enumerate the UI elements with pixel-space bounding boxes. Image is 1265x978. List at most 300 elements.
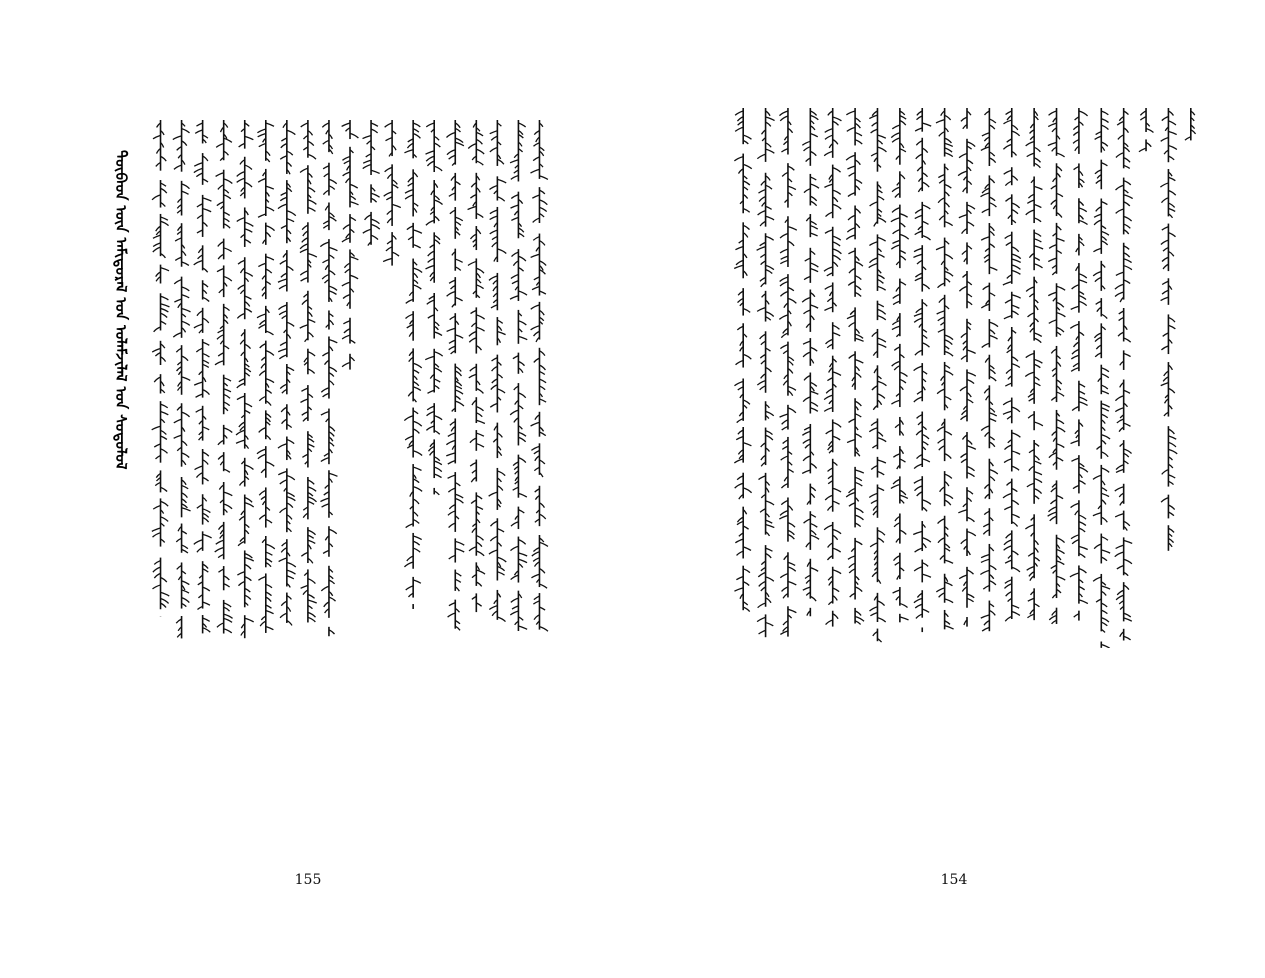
letter-stroke: [344, 329, 350, 333]
letter-stroke: [203, 342, 210, 345]
letter-stroke: [1101, 408, 1109, 411]
letter-stroke: [760, 242, 766, 245]
letter-stroke: [428, 315, 434, 318]
letter-stroke: [855, 179, 862, 183]
letter-stroke: [308, 187, 315, 192]
letter-stroke: [203, 427, 210, 430]
letter-stroke: [855, 508, 863, 513]
letter-stroke: [1161, 383, 1169, 386]
letter-stroke: [760, 386, 766, 390]
letter-stroke: [855, 523, 861, 527]
text-column: [958, 108, 976, 627]
letter-stroke: [803, 341, 810, 344]
letter-stroke: [1168, 121, 1176, 125]
letter-stroke: [518, 228, 523, 232]
letter-stroke: [1079, 296, 1086, 300]
letter-stroke: [218, 185, 224, 190]
letter-stroke: [413, 387, 421, 391]
letter-stroke: [308, 253, 317, 257]
letter-stroke: [915, 273, 922, 277]
letter-stroke: [266, 626, 274, 629]
letter-stroke: [937, 427, 944, 432]
letter-stroke: [539, 200, 547, 205]
letter-stroke: [287, 576, 294, 579]
letter-stroke: [434, 430, 440, 434]
letter-stroke: [281, 273, 287, 277]
letter-stroke: [427, 411, 435, 415]
letter-stroke: [1026, 210, 1034, 215]
letter-stroke: [1168, 436, 1176, 439]
letter-stroke: [512, 252, 519, 256]
letter-stroke: [203, 297, 210, 301]
letter-stroke: [759, 197, 765, 202]
letter-stroke: [967, 594, 974, 598]
letter-stroke: [877, 286, 885, 290]
letter-stroke: [945, 582, 953, 586]
letter-stroke: [915, 350, 922, 355]
letter-stroke: [833, 529, 841, 533]
letter-stroke: [1030, 576, 1034, 581]
letter-stroke: [1139, 148, 1146, 152]
letter-stroke: [758, 603, 766, 608]
letter-stroke: [154, 573, 160, 578]
letter-stroke: [855, 617, 864, 622]
letter-stroke: [1168, 528, 1174, 532]
letter-stroke: [218, 554, 224, 557]
letter-stroke: [743, 209, 749, 213]
letter-stroke: [922, 435, 929, 439]
letter-stroke: [1025, 372, 1034, 376]
letter-stroke: [1079, 402, 1088, 406]
letter-stroke: [518, 123, 525, 127]
letter-stroke: [224, 618, 232, 622]
letter-stroke: [848, 193, 855, 197]
letter-stroke: [900, 282, 906, 286]
letter-stroke: [989, 369, 995, 374]
letter-stroke: [510, 410, 518, 415]
letter-stroke: [280, 342, 287, 346]
letter-stroke: [900, 379, 906, 383]
letter-stroke: [893, 454, 900, 457]
letter-stroke: [321, 458, 329, 462]
page-number: 154: [940, 872, 968, 888]
letter-stroke: [872, 386, 878, 390]
letter-stroke: [945, 560, 953, 563]
letter-stroke: [287, 476, 295, 480]
letter-stroke: [434, 379, 440, 382]
letter-stroke: [405, 190, 413, 194]
letter-stroke: [182, 590, 189, 593]
letter-stroke: [239, 379, 245, 382]
letter-stroke: [497, 179, 506, 183]
letter-stroke: [196, 409, 203, 412]
letter-stroke: [491, 385, 498, 390]
letter-stroke: [476, 551, 484, 556]
letter-stroke: [803, 310, 810, 314]
letter-stroke: [1116, 545, 1124, 548]
letter-stroke: [404, 416, 413, 421]
letter-stroke: [476, 420, 485, 423]
letter-stroke: [266, 558, 272, 562]
letter-stroke: [1034, 338, 1041, 343]
letter-stroke: [511, 205, 519, 208]
letter-stroke: [833, 372, 841, 376]
text-column: [1025, 108, 1043, 620]
letter-stroke: [363, 165, 371, 169]
letter-stroke: [855, 477, 862, 481]
letter-stroke: [1079, 208, 1087, 212]
letter-stroke: [470, 463, 476, 467]
letter-stroke: [469, 331, 476, 336]
letter-stroke: [967, 222, 974, 226]
letter-stroke: [967, 205, 975, 209]
letter-stroke: [1115, 487, 1124, 491]
letter-stroke: [849, 563, 855, 567]
letter-stroke: [1140, 117, 1146, 120]
letter-stroke: [281, 407, 287, 412]
letter-stroke: [877, 538, 883, 543]
letter-stroke: [329, 473, 338, 476]
letter-stroke: [476, 506, 483, 509]
letter-stroke: [258, 324, 265, 328]
letter-stroke: [258, 454, 266, 459]
letter-stroke: [961, 333, 967, 337]
letter-stroke: [279, 311, 287, 315]
letter-stroke: [827, 273, 833, 276]
letter-stroke: [1168, 131, 1176, 134]
letter-stroke: [855, 482, 862, 486]
letter-stroke: [1094, 214, 1101, 217]
letter-stroke: [788, 523, 795, 528]
letter-stroke: [782, 446, 788, 449]
letter-stroke: [757, 247, 766, 251]
letter-stroke: [989, 418, 996, 421]
letter-stroke: [329, 630, 335, 634]
letter-stroke: [1070, 324, 1079, 328]
letter-stroke: [1050, 516, 1057, 521]
letter-stroke: [1006, 242, 1012, 245]
letter-stroke: [518, 437, 525, 442]
letter-stroke: [413, 541, 420, 545]
letter-stroke: [825, 495, 833, 500]
left-page: [0, 0, 632, 978]
letter-stroke: [329, 291, 337, 295]
letter-stroke: [153, 247, 161, 252]
page-number: 155: [294, 872, 322, 888]
text-column: [404, 120, 422, 609]
letter-stroke: [936, 247, 945, 250]
letter-stroke: [736, 576, 743, 579]
letter-stroke: [413, 370, 419, 374]
letter-stroke: [266, 351, 274, 356]
letter-stroke: [1012, 131, 1020, 136]
letter-stroke: [945, 431, 952, 435]
letter-stroke: [900, 250, 906, 253]
letter-stroke: [413, 487, 422, 492]
letter-stroke: [900, 223, 905, 227]
letter-stroke: [960, 387, 967, 391]
text-column: [869, 108, 887, 642]
letter-stroke: [449, 280, 455, 283]
letter-stroke: [1096, 207, 1102, 212]
letter-stroke: [518, 321, 526, 325]
letter-stroke: [497, 486, 502, 491]
letter-stroke: [518, 291, 527, 295]
letter-stroke: [350, 257, 358, 260]
letter-stroke: [182, 508, 191, 511]
letter-stroke: [510, 296, 518, 299]
letter-stroke: [874, 222, 878, 227]
letter-stroke: [446, 453, 455, 456]
letter-stroke: [384, 192, 392, 196]
letter-stroke: [757, 308, 765, 312]
letter-stroke: [266, 584, 272, 588]
letter-stroke: [1115, 408, 1123, 412]
letter-stroke: [497, 389, 505, 393]
letter-stroke: [849, 503, 855, 506]
text-column: [734, 108, 752, 612]
text-column: [278, 120, 296, 625]
letter-stroke: [476, 388, 483, 393]
letter-stroke: [945, 351, 953, 356]
letter-stroke: [869, 115, 877, 119]
letter-stroke: [322, 260, 328, 263]
letter-stroke: [320, 242, 329, 246]
letter-stroke: [476, 407, 483, 411]
letter-stroke: [989, 377, 996, 381]
letter-stroke: [489, 185, 497, 189]
letter-stroke: [1101, 119, 1108, 123]
letter-stroke: [434, 235, 440, 239]
letter-stroke: [989, 158, 995, 163]
text-column: [1160, 108, 1177, 551]
letter-stroke: [766, 265, 774, 269]
letter-stroke: [1124, 618, 1132, 621]
letter-stroke: [1012, 265, 1021, 270]
letter-stroke: [1124, 202, 1130, 206]
text-column: [530, 120, 547, 631]
running-head: ᠲᠦᠪᠡᠳ ᠦᠨ ᠠᠮᠢᠳᠤᠷᠠᠯ ᠤᠨ ᠤᠯᠠᠮᠵᠢᠯᠠᠯ ᠤᠨ ᠰᠤᠳᠤᠯᠤᠯ: [112, 150, 130, 470]
letter-stroke: [922, 459, 930, 462]
letter-stroke: [281, 143, 287, 147]
letter-stroke: [1012, 176, 1018, 181]
letter-stroke: [989, 203, 996, 207]
letter-stroke: [877, 601, 884, 606]
letter-stroke: [476, 495, 482, 499]
letter-stroke: [218, 455, 224, 459]
letter-stroke: [1072, 285, 1079, 289]
letter-stroke: [476, 161, 483, 165]
letter-stroke: [1117, 590, 1123, 595]
letter-stroke: [915, 278, 922, 281]
letter-stroke: [1012, 514, 1020, 517]
letter-stroke: [1117, 419, 1124, 423]
letter-stroke: [259, 396, 265, 400]
letter-stroke: [1028, 553, 1034, 557]
letter-stroke: [258, 178, 266, 182]
letter-stroke: [455, 579, 461, 582]
letter-stroke: [826, 389, 833, 394]
letter-stroke: [308, 501, 314, 504]
letter-stroke: [780, 292, 787, 297]
letter-stroke: [532, 195, 539, 198]
letter-stroke: [492, 366, 498, 371]
letter-stroke: [788, 298, 796, 303]
letter-stroke: [914, 479, 922, 483]
letter-stroke: [1124, 259, 1132, 263]
letter-stroke: [936, 588, 944, 592]
letter-stroke: [510, 160, 518, 163]
text-column: [802, 108, 819, 616]
letter-stroke: [425, 356, 434, 359]
letter-stroke: [429, 296, 434, 299]
letter-stroke: [743, 526, 748, 529]
letter-stroke: [810, 305, 818, 308]
letter-stroke: [365, 215, 372, 220]
letter-stroke: [833, 614, 838, 619]
letter-stroke: [900, 214, 908, 218]
letter-stroke: [513, 462, 518, 466]
letter-stroke: [329, 580, 335, 584]
letter-stroke: [1012, 247, 1019, 252]
text-column: [936, 108, 954, 629]
letter-stroke: [434, 457, 440, 461]
letter-stroke: [1057, 392, 1065, 396]
letter-stroke: [945, 143, 953, 146]
letter-stroke: [833, 422, 841, 427]
letter-stroke: [426, 220, 434, 225]
letter-stroke: [743, 225, 749, 229]
letter-stroke: [1034, 479, 1042, 483]
letter-stroke: [945, 626, 954, 629]
letter-stroke: [434, 332, 442, 336]
letter-stroke: [1101, 468, 1109, 472]
letter-stroke: [936, 120, 945, 123]
letter-stroke: [342, 362, 350, 366]
letter-stroke: [476, 536, 483, 541]
letter-stroke: [448, 460, 455, 464]
letter-stroke: [826, 430, 833, 434]
letter-stroke: [1101, 452, 1108, 457]
letter-stroke: [534, 615, 539, 620]
letter-stroke: [743, 488, 751, 493]
letter-stroke: [428, 251, 434, 256]
letter-stroke: [945, 115, 951, 120]
letter-stroke: [892, 208, 900, 213]
letter-stroke: [1079, 384, 1085, 387]
letter-stroke: [153, 506, 160, 510]
letter-stroke: [1168, 156, 1174, 160]
letter-stroke: [892, 326, 900, 329]
letter-stroke: [203, 360, 209, 363]
letter-stroke: [531, 254, 540, 257]
letter-stroke: [1101, 645, 1109, 648]
letter-stroke: [308, 319, 315, 322]
text-column: [1185, 108, 1196, 140]
letter-stroke: [810, 196, 816, 201]
letter-stroke: [1025, 525, 1034, 529]
letter-stroke: [1057, 427, 1066, 432]
letter-stroke: [182, 184, 190, 189]
letter-stroke: [426, 156, 434, 161]
letter-stroke: [1004, 459, 1012, 463]
letter-stroke: [1034, 472, 1042, 475]
letter-stroke: [224, 492, 233, 496]
letter-stroke: [917, 111, 922, 115]
letter-stroke: [1101, 391, 1108, 394]
letter-stroke: [855, 611, 861, 616]
text-column: [173, 120, 191, 638]
letter-stroke: [385, 123, 392, 127]
letter-stroke: [539, 176, 547, 180]
letter-stroke: [780, 277, 788, 281]
letter-stroke: [302, 238, 308, 243]
letter-stroke: [922, 182, 929, 187]
letter-stroke: [203, 587, 210, 591]
letter-stroke: [320, 498, 328, 501]
letter-stroke: [855, 541, 862, 545]
letter-stroke: [802, 141, 810, 145]
letter-stroke: [427, 161, 434, 166]
letter-stroke: [1162, 117, 1169, 121]
letter-stroke: [278, 349, 287, 352]
text-column: [383, 120, 401, 266]
letter-stroke: [961, 453, 967, 457]
letter-stroke: [511, 195, 518, 199]
letter-stroke: [260, 621, 266, 626]
letter-stroke: [203, 602, 210, 605]
letter-stroke: [877, 394, 884, 399]
letter-stroke: [266, 226, 275, 231]
letter-stroke: [945, 335, 953, 340]
letter-stroke: [329, 426, 335, 431]
letter-stroke: [470, 194, 476, 198]
letter-stroke: [804, 376, 810, 381]
letter-stroke: [427, 406, 434, 410]
letter-stroke: [917, 415, 923, 419]
letter-stroke: [448, 475, 456, 478]
letter-stroke: [413, 429, 419, 434]
letter-stroke: [824, 267, 833, 271]
letter-stroke: [245, 558, 254, 561]
letter-stroke: [766, 554, 772, 558]
letter-stroke: [1027, 200, 1034, 203]
letter-stroke: [788, 581, 796, 585]
letter-stroke: [350, 133, 358, 138]
letter-stroke: [1034, 218, 1041, 222]
letter-stroke: [531, 305, 540, 309]
letter-stroke: [404, 562, 413, 567]
letter-stroke: [827, 344, 833, 348]
letter-stroke: [937, 389, 944, 394]
letter-stroke: [983, 585, 989, 589]
letter-stroke: [1012, 451, 1020, 454]
letter-stroke: [945, 474, 952, 478]
letter-stroke: [245, 165, 252, 169]
letter-stroke: [492, 379, 498, 383]
letter-stroke: [259, 515, 266, 520]
letter-stroke: [321, 412, 329, 416]
letter-stroke: [1115, 292, 1124, 296]
letter-stroke: [781, 500, 788, 504]
letter-stroke: [518, 393, 525, 398]
letter-stroke: [224, 576, 230, 580]
letter-stroke: [914, 397, 922, 402]
letter-stroke: [803, 439, 811, 443]
letter-stroke: [1079, 553, 1085, 557]
letter-stroke: [287, 367, 294, 371]
letter-stroke: [203, 509, 211, 513]
